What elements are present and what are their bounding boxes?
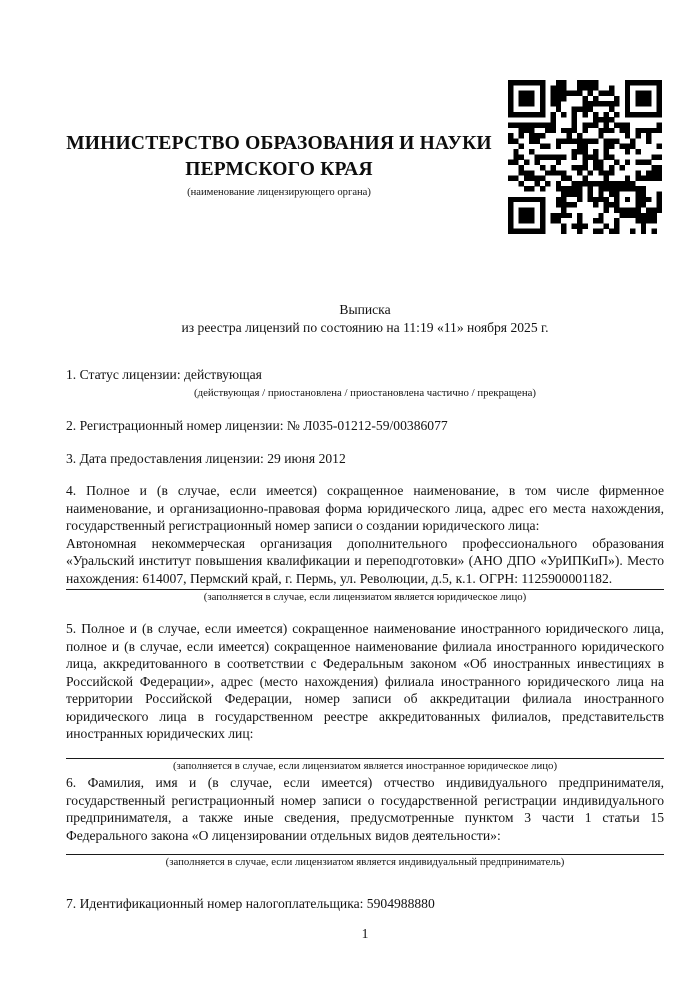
item-license-status [66, 366, 664, 400]
item-registration-number [66, 417, 664, 435]
individual-entrepreneur-blank-answer [66, 844, 664, 852]
ministry-name-line1: МИНИСТЕРСТВО ОБРАЗОВАНИЯ И НАУКИ [66, 133, 492, 154]
license-status-options-note: (действующая / приостановлена / приостановлена частично / прекращена) [194, 386, 536, 399]
document-title-line1: Выписка [339, 302, 391, 317]
legal-entity-answer: Автономная некоммерческая организация дополнительного профессионального образования «Уральский институт повышения квалификации и переподготовки» (АНО ДПО «УрИПКиП»). Место нахождения: 614007, Пермский край, г. Пермь, ул. Революции, д.5, к.1. ОГРН: 1125900001182. [66, 535, 664, 586]
license-status-text: 1. Статус лицензии: действующая [66, 367, 262, 382]
individual-entrepreneur-note: (заполняется в случае, если лицензиатом является индивидуальный предприниматель) [165, 856, 565, 868]
legal-entity-note: (заполняется в случае, если лицензиатом является юридическое лицо) [203, 591, 527, 603]
foreign-entity-question: 5. Полное и (в случае, если имеется) сокращенное наименование иностранного юридического лица, полное и (в случае, если имеется) сокращенное наименование филиала иностранного юридического лица, аккредитованного в соответствии с Федеральным законом «Об иностранных инвестициях в Российской Федерации», адрес (место нахождения) филиала иностранного юридического лица на территории Российской Федерации, номер записи об аккредитации филиала иностранного юридического лица в государственном реестре аккредитованных филиалов, представительств иностранных юридических лиц: [66, 621, 664, 741]
qr-code-icon [508, 79, 662, 235]
foreign-entity-blank-answer [66, 743, 664, 756]
document-title [66, 301, 664, 337]
item-grant-date [66, 450, 664, 468]
item-individual-entrepreneur [66, 774, 664, 869]
foreign-entity-note: (заполняется в случае, если лицензиатом является иностранное юридическое лицо) [172, 759, 558, 772]
legal-entity-field-line [66, 589, 664, 590]
licensing-authority-caption: (наименование лицензирующего органа) [187, 187, 371, 198]
registration-number-text: 2. Регистрационный номер лицензии: № Л035-01212-59/00386077 [66, 418, 448, 433]
item-taxpayer-id [66, 895, 664, 913]
item-legal-entity [66, 482, 664, 604]
individual-entrepreneur-question: 6. Фамилия, имя и (в случае, если имеется) отчество индивидуального предпринимателя, государственный регистрационный номер записи о государственной регистрации индивидуального предпринимателя, а также иные сведения, предусмотренные пунктом 3 части 1 статьи 15 Федерального закона «О лицензировании отдельных видов деятельности»: [66, 775, 664, 843]
item-foreign-entity [66, 620, 664, 773]
document-title-line2: из реестра лицензий по состоянию на 11:19 «11» ноября 2025 г. [181, 320, 549, 335]
grant-date-text: 3. Дата предоставления лицензии: 29 июня 2012 [66, 451, 346, 466]
taxpayer-id-text: 7. Идентификационный номер налогоплательщика: 5904988880 [66, 896, 435, 911]
legal-entity-question: 4. Полное и (в случае, если имеется) сокращенное наименование, в том числе фирменное наименование, и организационно-правовая форма юридического лица, адрес его места нахождения, государственный регистрационный номер записи о создании юридического лица: [66, 483, 664, 533]
page-number: 1 [361, 926, 369, 941]
ministry-name-line2: ПЕРМСКОГО КРАЯ [185, 159, 373, 180]
foreign-entity-field-line [66, 758, 664, 759]
licensing-authority-header [63, 131, 495, 199]
individual-entrepreneur-field-line [66, 854, 664, 855]
